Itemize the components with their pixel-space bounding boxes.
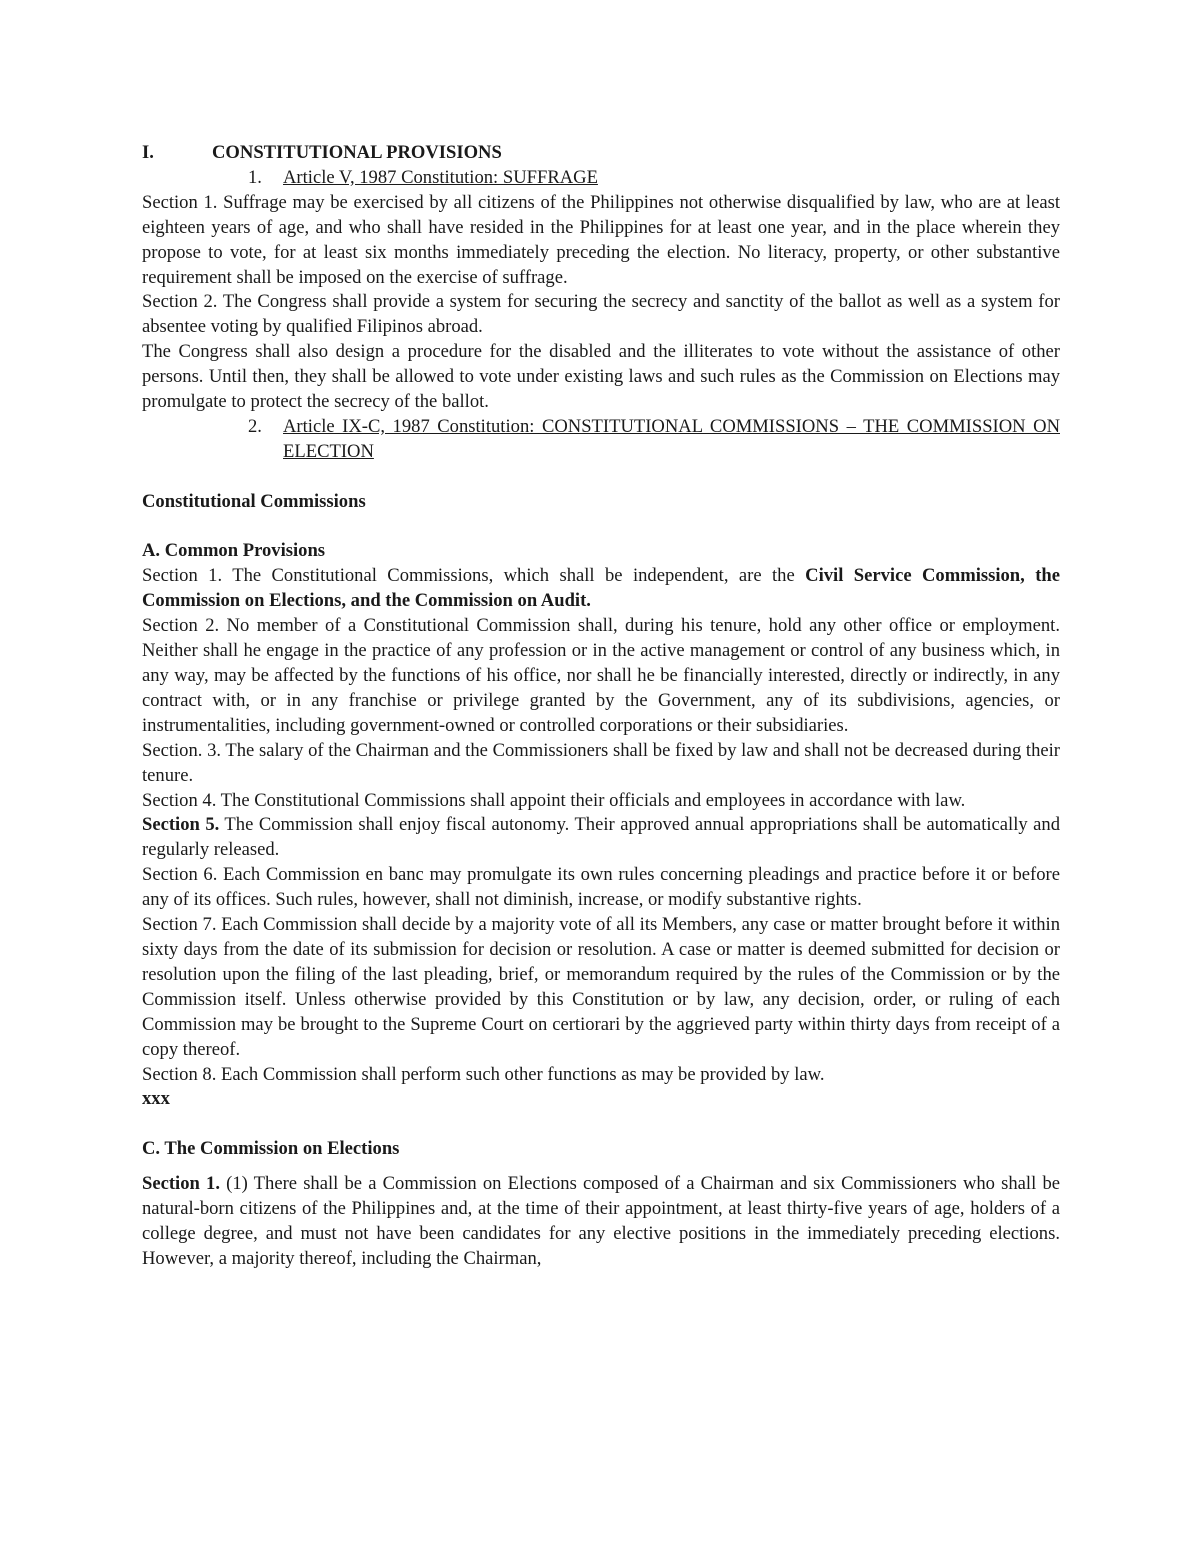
common-section-8: Section 8. Each Commission shall perform such other functions as may be provided by law. [142, 1063, 825, 1085]
constitutional-commissions-title: Constitutional Commissions [142, 490, 366, 512]
list-number: 1. [248, 166, 262, 188]
common-section-5 [142, 813, 1060, 863]
common-section-6: Section 6. Each Commission en banc may promulgate its own rules concerning pleadings and practice before it or before any of its offices. Such rules, however, shall not diminish, increase, or modify substantive rights. [142, 864, 1060, 911]
common-section-1-text: Section 1. The Constitutional Commissions, which shall be independent, are the [142, 565, 806, 587]
document-page [142, 141, 1060, 1272]
list-item-article-v [142, 166, 1060, 191]
heading-text: CONSTITUTIONAL PROVISIONS [212, 142, 502, 163]
common-section-4: Section 4. The Constitutional Commissions shall appoint their officials and employees in accordance with law. [142, 789, 966, 811]
common-section-2: Section 2. No member of a Constitutional Commission shall, during his tenure, hold any other office or employment. Neither shall he engage in the practice of any profession or in the active management or control of any business which, in any way, may be affected by the functions of his office, nor shall he be financially interested, directly or indirectly, in any contract with, or in any franchise or privilege granted by the Government, any of its subdivisions, agencies, or instrumentalities, including government-owned or controlled corporations or their subsidiaries. [142, 615, 1060, 736]
common-section-1-bold: Civil Service Commission, the Commission on Elections, and the Commission on Audit. [142, 565, 1060, 612]
common-provisions-title: A. Common Provisions [142, 540, 326, 562]
common-section-5-label: Section 5. [142, 814, 220, 836]
common-section-3: Section. 3. The salary of the Chairman and the Commissioners shall be fixed by law and shall not be decreased during their tenure. [142, 739, 1060, 786]
article-v-section-2-paragraph: The Congress shall also design a procedure for the disabled and the illiterates to vote without the assistance of other persons. Until then, they shall be allowed to vote under existing laws and such rules as the Commission on Elections may promulgate to protect the secrecy of the ballot. [142, 341, 1060, 413]
comelec-section-1-label: Section 1. [142, 1173, 220, 1195]
article-v-section-1: Section 1. Suffrage may be exercised by all citizens of the Philippines not otherwise disqualified by law, who are at least eighteen years of age, and who shall have resided in the Philippines for at least one year, and in the place wherein they propose to vote, for at least six months immediately preceding the election. No literacy, property, or other substantive requirement shall be imposed on the exercise of suffrage. [142, 191, 1060, 288]
common-section-7: Section 7. Each Commission shall decide by a majority vote of all its Members, any case or matter brought before it within sixty days from the date of its submission for decision or resolution. A case or matter is deemed submitted for decision or resolution upon the filing of the last pleading, brief, or memorandum required by the rules of the Commission or by the Commission itself. Unless otherwise provided by this Constitution or by law, any decision, order, or ruling of each Commission may be brought to the Supreme Court on certiorari by the aggrieved party within thirty days from receipt of a copy thereof. [142, 914, 1060, 1060]
list-item-article-ix-c [142, 415, 1060, 465]
common-section-5-text: The Commission shall enjoy fiscal autonomy. Their approved annual appropriations shall be automatically and regularly released. [142, 814, 1060, 861]
comelec-section-1-text: (1) There shall be a Commission on Elections composed of a Chairman and six Commissioners who shall be natural-born citizens of the Philippines and, at the time of their appointment, at least thirty-five years of age, holders of a college degree, and must not have been candidates for any elective positions in the immediately preceding elections. However, a majority thereof, including the Chairman, [142, 1173, 1060, 1269]
comelec-title: C. The Commission on Elections [142, 1138, 400, 1160]
heading-number: I. [142, 142, 154, 163]
article-v-section-2: Section 2. The Congress shall provide a system for securing the secrecy and sanctity of the ballot as well as a system for absentee voting by qualified Filipinos abroad. [142, 291, 1060, 338]
omission-marker: xxx [142, 1088, 170, 1110]
list-number: 2. [248, 415, 262, 437]
common-section-1 [142, 564, 1060, 614]
comelec-section-1 [142, 1172, 1060, 1272]
section-heading [142, 141, 1060, 166]
list-text: Article IX-C, 1987 Constitution: CONSTITUTIONAL COMMISSIONS – THE COMMISSION ON ELECTION [283, 415, 1060, 462]
list-text: Article V, 1987 Constitution: SUFFRAGE [283, 166, 598, 188]
